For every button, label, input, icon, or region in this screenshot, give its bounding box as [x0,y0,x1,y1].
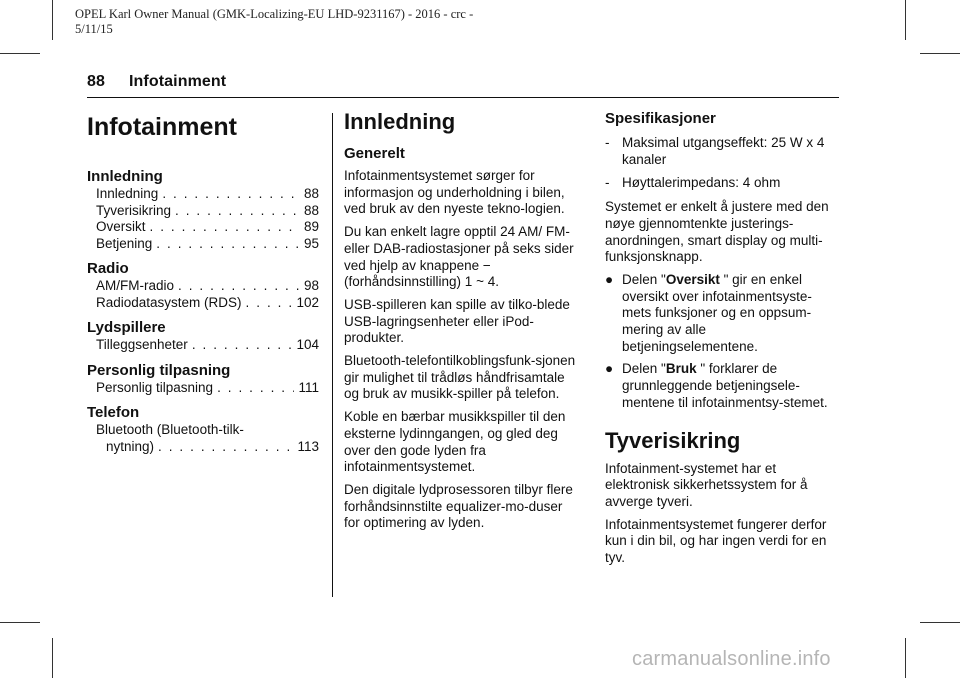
bullet-item [605,272,841,356]
crop-mark [52,638,53,678]
toc-leader [156,236,300,253]
toc-entry[interactable] [87,236,319,253]
body-paragraph: Du kan enkelt lagre opptil 24 AM/ FM- eller DAB-radiostasjoner på seks sider ved hjelp av knappene − (forhåndsinnstilling) 1 ~ 4. [344,224,574,290]
column-divider [332,113,333,597]
body-paragraph: Infotainmentsystemet sørger for informasjon og underholdning i bilen, ved bruk av den nyeste tekno-logien. [344,168,565,217]
toc-entry[interactable] [87,422,319,455]
bullet-text: Delen "Oversikt " gir en enkel oversikt over infotainmentsyste-mets funksjoner og en oppsum-mering av alle betjeningselementene. [622,271,812,354]
crop-mark [0,53,40,54]
toc-entry[interactable] [87,186,319,203]
toc-entry-label: Innledning [96,186,159,201]
body-paragraph: Bluetooth-telefontilkoblingsfunk-sjonen gir mulighet til trådløs håndfrisamtale og bruk av musikk-spiller på telefon. [344,353,576,402]
toc-entry-page: 88 [303,186,319,201]
toc-entry-label: Bluetooth (Bluetooth-tilk- [96,422,244,437]
toc-entry-page: 104 [296,337,319,352]
body-paragraph: Infotainment-systemet har et elektronisk sikkerhetssystem for å avverge tyveri. [605,460,808,509]
crop-mark [0,622,40,623]
toc-entry-page: 95 [303,235,319,251]
toc-title: Infotainment [87,113,237,141]
bullet-dot-icon: ● [605,271,614,287]
subsection-title: Generelt [344,145,405,162]
crop-mark [905,638,906,678]
bold-term: Bruk [665,361,697,377]
toc-entry-page: 98 [303,278,319,293]
specs-column [605,108,841,567]
subsection-title: Spesifikasjoner [605,110,716,127]
chapter-name: Infotainment [129,73,227,90]
spec-item-text: Høyttalerimpedans: 4 ohm [622,175,781,191]
toc-entry-label: Personlig tilpasning [96,379,214,395]
running-head [87,73,226,91]
crop-mark [52,0,53,40]
body-paragraph: Systemet er enkelt å justere med den nøye gjennomtenkte justerings-anordningen, smart display og multi-funksjonsknapp. [605,199,829,265]
toc-leader [175,203,300,220]
section-title: Innledning [344,109,456,134]
toc-entry-label: Oversikt [96,219,146,234]
toc-entry-label: Betjening [96,235,153,251]
bullet-item [605,361,841,411]
page-number: 88 [87,73,105,90]
toc-entry-label: Tilleggsenheter [96,337,188,352]
crop-mark [920,53,960,54]
document-header-note: OPEL Karl Owner Manual (GMK-Localizing-EU LHD-9231167) - 2016 - crc - 5/11/15 [75,7,474,36]
bullet-dot-icon: ● [605,361,614,377]
toc-leader [192,337,293,354]
toc-leader [162,186,300,203]
spec-item-text: Maksimal utgangseffekt: 25 W x 4 kanaler [622,135,825,167]
toc-leader [150,219,300,236]
toc-section [87,404,319,455]
toc-entry[interactable] [87,295,319,312]
toc-entry-page: 89 [303,219,319,234]
toc-section [87,362,319,397]
toc-section [87,319,319,354]
toc-entry[interactable] [87,380,319,397]
toc-entry[interactable] [87,337,319,354]
body-paragraph: Koble en bærbar musikkspiller til den eksterne lydinngangen, og gled deg over den gode lyden fra infotainmentsystemet. [344,409,566,475]
toc-entry-label-continued: nytning) [106,438,155,454]
toc-leader [178,278,300,295]
toc-section-heading: Radio [87,260,129,277]
crop-mark [920,622,960,623]
body-paragraph: USB-spilleren kan spille av tilko-blede USB-lagringsenheter eller iPod-produkter. [344,296,570,346]
dash-marker: - [605,135,610,150]
toc-section-heading: Personlig tilpasning [87,361,231,379]
spec-item [605,135,841,168]
toc-entry-page: 102 [296,294,319,310]
toc-entry-label: Tyverisikring [96,202,172,218]
section-title: Tyverisikring [605,427,741,453]
dash-marker: - [605,175,610,191]
toc-column [87,108,319,455]
toc-entry[interactable] [87,278,319,295]
toc-leader [217,380,294,397]
toc-section-heading: Telefon [87,404,140,421]
toc-leader [246,295,293,312]
crop-mark [905,0,906,40]
bullet-text: Delen "Bruk " forklarer de grunnleggende betjeningsele-mentene til infotainmentsy-stemet. [622,361,828,410]
toc-section [87,168,319,252]
toc-leader [158,439,293,456]
body-paragraph: Den digitale lydprosessoren tilbyr flere forhåndsinnstilte equalizer-mo-duser for optimering av lyden. [344,481,573,531]
toc-entry-page: 113 [297,438,319,454]
toc-entry-page: 111 [298,379,319,395]
spec-item [605,175,841,192]
toc-section [87,260,319,311]
toc-section-heading: Lydspillere [87,319,166,336]
intro-column [344,108,580,532]
toc-entry-label: Radiodatasystem (RDS) [96,294,242,310]
toc-entry-label: AM/FM-radio [96,278,175,293]
body-paragraph: Infotainmentsystemet fungerer derfor kun i din bil, og har ingen verdi for en tyv. [605,516,827,566]
toc-entry-page: 88 [303,202,319,218]
bold-term: Oversikt [665,271,720,287]
toc-section-heading: Innledning [87,168,163,185]
watermark: carmanualsonline.info [632,648,831,670]
toc-entry[interactable] [87,219,319,236]
header-rule [87,97,839,98]
toc-entry[interactable] [87,203,319,220]
